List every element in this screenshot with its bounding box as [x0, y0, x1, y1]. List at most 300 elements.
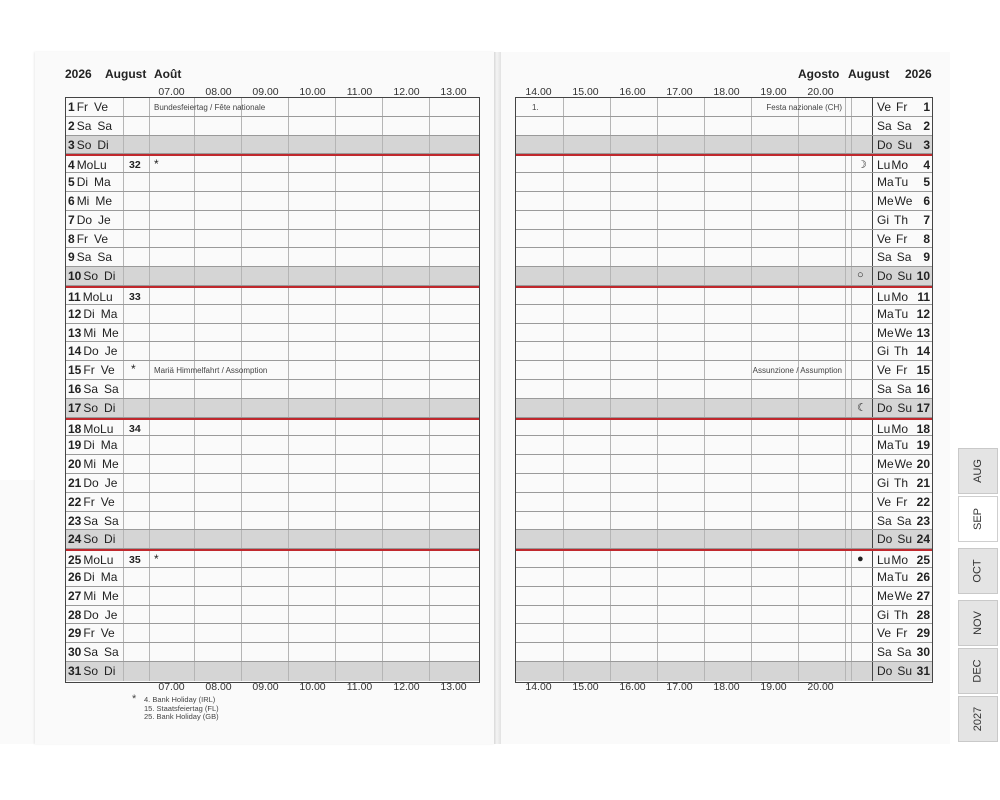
day-name-fr: Ve: [100, 626, 115, 641]
day-number: 13: [916, 325, 930, 340]
day-row[interactable]: [66, 624, 479, 643]
grid-line: [704, 305, 705, 323]
day-row[interactable]: [66, 173, 479, 192]
day-label: [68, 100, 108, 116]
grid-line: [563, 420, 564, 436]
grid-line: [798, 624, 799, 642]
grid-line: [751, 117, 752, 135]
day-name-de: Di: [76, 175, 89, 190]
grid-line: [751, 512, 752, 530]
holiday-entry: Mariä Himmelfahrt / Assomption: [154, 366, 268, 376]
day-row[interactable]: [66, 436, 479, 455]
day-label-right: [877, 213, 932, 229]
grid-line: [657, 530, 658, 548]
grid-line: [288, 624, 289, 642]
day-label: [68, 138, 109, 154]
day-number: 8: [68, 231, 75, 246]
hour-label: 14.00: [525, 86, 552, 98]
day-label-right: [877, 457, 932, 473]
right-month-it: Agosto: [798, 67, 840, 81]
grid-line: [798, 551, 799, 567]
day-row[interactable]: [66, 192, 479, 211]
hour-label: 14.00: [525, 681, 552, 693]
day-label-right: [877, 476, 932, 492]
grid-line: [610, 211, 611, 229]
day-row[interactable]: [66, 98, 479, 117]
grid-line: [798, 568, 799, 586]
day-row[interactable]: [66, 342, 479, 361]
grid-line: [288, 211, 289, 229]
grid-line: [751, 230, 752, 248]
grid-line: [798, 173, 799, 191]
grid-line: [704, 551, 705, 567]
hour-label: 09.00: [252, 86, 279, 98]
grid-line: [241, 606, 242, 624]
day-label-right: [877, 194, 932, 210]
day-name-it: Do: [877, 269, 893, 284]
day-row[interactable]: [66, 549, 479, 568]
grid-line: [751, 267, 752, 285]
day-row[interactable]: [66, 606, 479, 625]
day-number: 3: [923, 137, 930, 152]
grid-line: [335, 361, 336, 379]
hour-label: 12.00: [393, 86, 420, 98]
day-row[interactable]: [66, 230, 479, 249]
grid-line: [288, 436, 289, 454]
grid-line: [382, 117, 383, 135]
day-name-it: Ve: [877, 626, 892, 641]
day-name-de: Fr: [83, 626, 95, 641]
grid-line: [149, 324, 150, 342]
day-row[interactable]: [66, 455, 479, 474]
grid-line: [429, 117, 430, 135]
month-tab-oct[interactable]: [958, 548, 998, 594]
month-tab-dec[interactable]: [958, 648, 998, 694]
day-number: 1: [68, 100, 75, 114]
grid-line: [657, 568, 658, 586]
day-label: [68, 344, 117, 360]
grid-line: [335, 568, 336, 586]
grid-line: [563, 568, 564, 586]
grid-line: [123, 156, 124, 172]
day-label: [68, 290, 113, 304]
day-number: 28: [68, 607, 82, 622]
day-row[interactable]: [66, 493, 479, 512]
holiday-entry: 1.: [532, 103, 539, 112]
day-name-de: Di: [83, 569, 95, 584]
month-tab-sep[interactable]: [958, 496, 998, 542]
grid-line: [851, 436, 852, 454]
month-tab-nov[interactable]: [958, 600, 998, 646]
grid-line: [563, 380, 564, 398]
grid-line: [241, 493, 242, 511]
grid-line: [288, 136, 289, 154]
day-row[interactable]: [516, 305, 932, 324]
grid-line: [798, 436, 799, 454]
footnote-asterisk: *: [132, 693, 137, 705]
grid-line: [845, 587, 846, 605]
grid-line: [149, 568, 150, 586]
day-name-it: Do: [877, 400, 893, 415]
grid-line: [851, 380, 852, 398]
grid-line: [751, 436, 752, 454]
grid-line: [429, 643, 430, 661]
grid-line: [872, 98, 873, 116]
grid-line: [382, 342, 383, 360]
grid-line: [382, 192, 383, 210]
grid-line: [872, 624, 873, 642]
grid-line: [798, 267, 799, 285]
day-row[interactable]: [66, 136, 479, 155]
day-row[interactable]: [516, 549, 932, 568]
grid-line: [851, 288, 852, 304]
day-label-right: [877, 495, 932, 511]
day-row[interactable]: [516, 267, 932, 286]
grid-line: [429, 192, 430, 210]
grid-line: [610, 342, 611, 360]
day-row[interactable]: [516, 286, 932, 305]
grid-line: [851, 493, 852, 511]
grid-line: [382, 420, 383, 436]
grid-line: [123, 98, 124, 116]
grid-line: [335, 551, 336, 567]
day-name-en: Tu: [894, 438, 909, 453]
grid-line: [851, 587, 852, 605]
grid-line: [563, 173, 564, 191]
day-row[interactable]: [66, 512, 479, 531]
holiday-entry: Bundesfeiertag / Fête nationale: [154, 103, 266, 112]
day-row[interactable]: [516, 399, 932, 418]
grid-line: [704, 474, 705, 492]
day-row[interactable]: [516, 512, 932, 531]
grid-line: [563, 587, 564, 605]
day-name-en: Th: [894, 607, 909, 622]
day-label: [68, 608, 117, 624]
day-row[interactable]: [516, 117, 932, 136]
day-row[interactable]: [516, 361, 932, 380]
day-name-en: Fr: [896, 494, 908, 509]
grid-line: [149, 436, 150, 454]
grid-line: [429, 512, 430, 530]
day-name-fr: Lu: [100, 553, 114, 568]
grid-line: [798, 606, 799, 624]
grid-line: [194, 474, 195, 492]
day-name-fr: Ma: [100, 569, 118, 584]
day-row[interactable]: [66, 587, 479, 606]
grid-line: [657, 643, 658, 661]
hour-label: 20.00: [807, 86, 834, 98]
day-name-it: Me: [877, 588, 894, 603]
grid-line: [845, 136, 846, 154]
grid-line: [845, 173, 846, 191]
day-label-right: [877, 344, 932, 360]
day-row[interactable]: [516, 98, 932, 117]
grid-line: [657, 342, 658, 360]
grid-line: [335, 512, 336, 530]
hour-label: 08.00: [205, 681, 232, 693]
grid-line: [335, 342, 336, 360]
grid-line: [149, 399, 150, 417]
grid-line: [123, 305, 124, 323]
day-name-fr: Me: [102, 588, 119, 603]
day-row[interactable]: [516, 248, 932, 267]
grid-line: [845, 624, 846, 642]
day-row[interactable]: [66, 248, 479, 267]
hour-label: 17.00: [666, 681, 693, 693]
grid-line: [335, 455, 336, 473]
day-row[interactable]: [516, 154, 932, 173]
grid-line: [657, 606, 658, 624]
grid-line: [610, 305, 611, 323]
day-name-it: Gi: [877, 344, 889, 359]
day-name-it: Sa: [877, 250, 892, 265]
day-label: [68, 194, 112, 210]
grid-line: [751, 399, 752, 417]
day-name-en: Sa: [896, 381, 912, 396]
grid-line: [241, 436, 242, 454]
day-label: [68, 495, 115, 511]
day-row[interactable]: [516, 493, 932, 512]
grid-line: [241, 267, 242, 285]
grid-line: [382, 551, 383, 567]
right-year: 2026: [905, 67, 932, 81]
day-label-right: [877, 422, 932, 436]
hour-label: 07.00: [158, 86, 185, 98]
grid-line: [751, 136, 752, 154]
day-row[interactable]: [66, 117, 479, 136]
grid-line: [149, 474, 150, 492]
day-row[interactable]: [516, 418, 932, 437]
day-name-en: Su: [897, 400, 913, 415]
day-number: 6: [68, 193, 75, 208]
day-row[interactable]: [66, 662, 479, 681]
day-name-de: Mi: [83, 457, 97, 472]
day-row[interactable]: [516, 192, 932, 211]
grid-line: [194, 117, 195, 135]
grid-line: [872, 551, 873, 567]
grid-line: [704, 156, 705, 172]
day-row[interactable]: [516, 455, 932, 474]
grid-line: [751, 248, 752, 266]
grid-line: [123, 420, 124, 436]
day-name-en: Sa: [896, 250, 912, 265]
grid-line: [751, 662, 752, 681]
grid-line: [851, 230, 852, 248]
grid-line: [288, 493, 289, 511]
grid-line: [241, 474, 242, 492]
grid-line: [704, 662, 705, 681]
grid-line: [563, 288, 564, 304]
grid-line: [657, 380, 658, 398]
day-row[interactable]: [66, 380, 479, 399]
grid-line: [798, 305, 799, 323]
grid-line: [563, 474, 564, 492]
grid-line: [335, 493, 336, 511]
grid-line: [751, 288, 752, 304]
grid-line: [288, 662, 289, 681]
grid-line: [563, 117, 564, 135]
grid-line: [798, 474, 799, 492]
day-row[interactable]: [66, 399, 479, 418]
grid-line: [123, 361, 124, 379]
grid-line: [563, 136, 564, 154]
grid-line: [851, 606, 852, 624]
hour-label: 20.00: [807, 681, 834, 693]
day-label: [68, 514, 119, 530]
grid-line: [123, 624, 124, 642]
hour-label: 07.00: [158, 681, 185, 693]
day-row[interactable]: [516, 643, 932, 662]
holiday-mark: *: [154, 552, 159, 567]
grid-line: [872, 342, 873, 360]
day-row[interactable]: [516, 624, 932, 643]
grid-line: [704, 173, 705, 191]
grid-line: [657, 173, 658, 191]
day-row[interactable]: [66, 324, 479, 343]
grid-line: [123, 324, 124, 342]
day-name-fr: Sa: [104, 513, 119, 528]
day-row[interactable]: [516, 530, 932, 549]
hour-label: 11.00: [346, 681, 373, 693]
grid-line: [845, 288, 846, 304]
day-label-right: [877, 138, 932, 154]
day-name-en: Su: [897, 269, 913, 284]
day-number: 11: [68, 289, 81, 304]
grid-line: [194, 512, 195, 530]
day-row[interactable]: [516, 474, 932, 493]
day-row[interactable]: [516, 568, 932, 587]
grid-line: [657, 98, 658, 116]
grid-line: [851, 643, 852, 661]
grid-line: [288, 192, 289, 210]
day-row[interactable]: [66, 568, 479, 587]
left-page-tab-edge: [0, 480, 35, 744]
day-name-fr: Lu: [93, 158, 107, 173]
grid-line: [845, 156, 846, 172]
day-name-en: Tu: [894, 306, 909, 321]
day-name-de: Sa: [83, 513, 99, 528]
day-name-fr: Di: [104, 269, 116, 284]
grid-line: [335, 624, 336, 642]
grid-line: [851, 156, 852, 172]
grid-line: [149, 248, 150, 266]
grid-line: [845, 399, 846, 417]
day-number: 4: [923, 158, 930, 173]
grid-line: [194, 136, 195, 154]
day-row[interactable]: [516, 211, 932, 230]
grid-line: [241, 156, 242, 172]
grid-line: [872, 512, 873, 530]
day-name-it: Ma: [877, 569, 894, 584]
day-label: [68, 664, 115, 681]
day-number: 6: [923, 193, 930, 208]
grid-line: [241, 662, 242, 681]
day-row[interactable]: [516, 436, 932, 455]
day-row[interactable]: [516, 342, 932, 361]
grid-line: [288, 305, 289, 323]
grid-line: [429, 380, 430, 398]
day-row[interactable]: [516, 230, 932, 249]
day-row[interactable]: [66, 361, 479, 380]
grid-line: [241, 551, 242, 567]
grid-line: [429, 267, 430, 285]
grid-line: [704, 267, 705, 285]
grid-line: [610, 361, 611, 379]
grid-line: [872, 305, 873, 323]
grid-line: [335, 474, 336, 492]
day-number: 19: [916, 438, 930, 453]
day-row[interactable]: [66, 418, 479, 437]
grid-line: [194, 587, 195, 605]
grid-line: [704, 192, 705, 210]
grid-line: [704, 587, 705, 605]
grid-line: [429, 211, 430, 229]
grid-line: [288, 643, 289, 661]
day-row[interactable]: [516, 606, 932, 625]
day-name-fr: Di: [104, 400, 116, 415]
grid-line: [149, 455, 150, 473]
grid-line: [751, 173, 752, 191]
month-tab-2027[interactable]: [958, 696, 998, 742]
day-row[interactable]: [516, 173, 932, 192]
day-row[interactable]: [66, 286, 479, 305]
day-row[interactable]: [516, 662, 932, 681]
hour-label: 18.00: [713, 681, 740, 693]
grid-line: [335, 156, 336, 172]
footnote-line: 4. Bank Holiday (IRL): [144, 695, 216, 704]
grid-line: [335, 192, 336, 210]
day-number: 24: [916, 532, 930, 547]
holiday-mark: *: [131, 362, 136, 377]
grid-line: [751, 643, 752, 661]
grid-line: [382, 587, 383, 605]
grid-line: [123, 436, 124, 454]
grid-line: [845, 551, 846, 567]
day-label-right: [877, 232, 932, 248]
grid-line: [845, 230, 846, 248]
day-row[interactable]: [66, 154, 479, 173]
day-name-en: Fr: [896, 100, 908, 114]
day-row[interactable]: [516, 324, 932, 343]
day-row[interactable]: [66, 474, 479, 493]
day-row[interactable]: [66, 211, 479, 230]
day-name-fr: Je: [104, 344, 118, 359]
day-row[interactable]: [66, 530, 479, 549]
holiday-mark: *: [154, 157, 159, 172]
day-name-fr: Ve: [100, 363, 115, 378]
day-row[interactable]: [66, 643, 479, 662]
grid-line: [288, 606, 289, 624]
tab-label: SEP: [971, 507, 984, 531]
day-number: 13: [68, 325, 82, 340]
grid-line: [704, 211, 705, 229]
day-label-right: [877, 608, 932, 624]
day-row[interactable]: [516, 587, 932, 606]
day-row[interactable]: [66, 305, 479, 324]
day-row[interactable]: [66, 267, 479, 286]
day-number: 10: [68, 269, 82, 284]
day-label: [68, 401, 115, 417]
day-row[interactable]: [516, 380, 932, 399]
month-tab-aug[interactable]: [958, 448, 998, 494]
day-label-right: [877, 382, 932, 398]
day-label-right: [877, 290, 932, 304]
grid-line: [335, 530, 336, 548]
grid-line: [241, 324, 242, 342]
grid-line: [610, 606, 611, 624]
grid-line: [288, 230, 289, 248]
day-row[interactable]: [516, 136, 932, 155]
